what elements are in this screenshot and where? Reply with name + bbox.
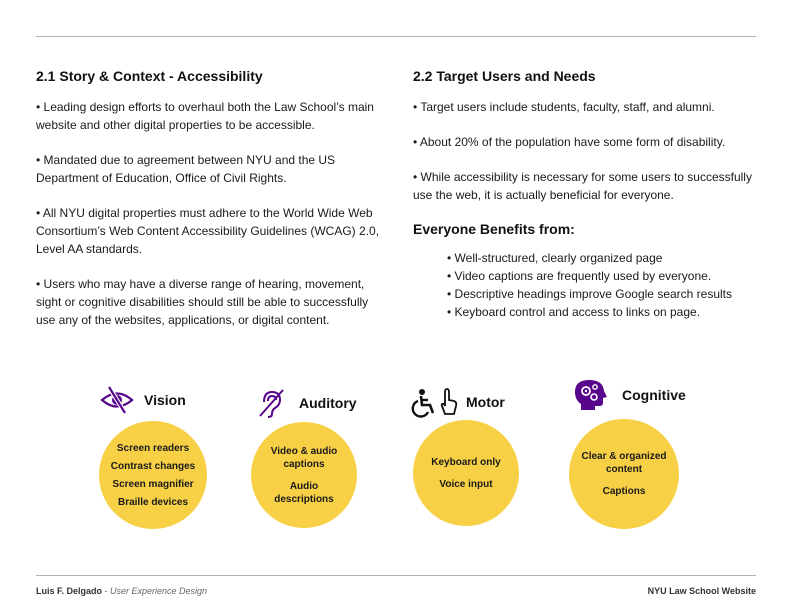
auditory-title: Auditory: [299, 395, 357, 411]
cognitive-title: Cognitive: [622, 387, 686, 403]
vision-item: Braille devices: [117, 496, 189, 508]
vision-item: Contrast changes: [110, 460, 196, 472]
cognitive-circle: [569, 419, 679, 529]
motor-circle: [413, 420, 519, 526]
top-divider: [36, 36, 756, 37]
benefit-item: • Video captions are frequently used by everyone.: [447, 267, 763, 285]
benefit-item: • Descriptive headings improve Google search results: [447, 285, 763, 303]
users-paragraph-1: • Target users include students, faculty, staff, and alumni.: [413, 100, 715, 114]
motor-item: Keyboard only: [431, 456, 501, 468]
vision-item: Screen readers: [116, 442, 190, 454]
vision-header: [100, 383, 186, 417]
eye-slash-icon: [100, 384, 134, 416]
story-context-heading: 2.1 Story & Context - Accessibility: [36, 68, 263, 84]
benefit-item: • Well-structured, clearly organized page: [447, 249, 763, 267]
footer-credit: [36, 586, 207, 596]
ear-slash-icon: [255, 387, 287, 419]
footer-separator: -: [102, 586, 111, 596]
story-context-section: [36, 68, 386, 346]
motor-item: Voice input: [439, 478, 493, 490]
head-gears-icon: [573, 378, 609, 412]
target-users-section: [413, 68, 763, 321]
users-paragraph-3: • While accessibility is necessary for some users to successfully use the web, it is actually beneficial for everyone.: [413, 170, 752, 202]
footer-role: User Experience Design: [110, 586, 208, 596]
cognitive-item: Clear & organized content: [581, 451, 667, 475]
users-paragraph-2: • About 20% of the population have some form of disability.: [413, 135, 726, 149]
motor-header: [411, 385, 505, 419]
target-users-heading: 2.2 Target Users and Needs: [413, 68, 596, 84]
vision-title: Vision: [144, 392, 186, 408]
auditory-header: [255, 386, 357, 420]
story-paragraph-4: • Users who may have a diverse range of hearing, movement, sight or cognitive disabilities should still be able to successfully use any of the websites, applications, or digital content.: [36, 277, 369, 327]
vision-circle: [99, 421, 207, 529]
cognitive-item: Captions: [602, 486, 646, 497]
cognitive-header: [573, 378, 686, 412]
footer-project: NYU Law School Website: [647, 586, 756, 596]
auditory-circle: [251, 422, 357, 528]
wheelchair-icon: [411, 386, 437, 418]
story-paragraph-2: • Mandated due to agreement between NYU and the US Department of Education, Office of Civil Rights.: [36, 153, 336, 185]
motor-title: Motor: [466, 394, 505, 410]
benefits-list: [413, 249, 763, 321]
auditory-item: Audio descriptions: [274, 480, 334, 505]
footer-author: Luis F. Delgado: [36, 586, 103, 596]
auditory-item: Video & audio captions: [270, 445, 338, 470]
story-paragraph-1: • Leading design efforts to overhaul both the Law School’s main website and other digital properties to be accessible.: [36, 100, 374, 132]
vision-item: Screen magnifier: [112, 478, 194, 490]
pointer-hand-icon: [437, 386, 459, 418]
benefits-heading: Everyone Benefits from:: [413, 221, 575, 237]
bottom-divider: [36, 575, 756, 576]
benefit-item: • Keyboard control and access to links on page.: [447, 303, 763, 321]
story-paragraph-3: • All NYU digital properties must adhere to the World Wide Web Consortium’s Web Content Accessibility Guidelines (WCAG) 2.0, Level AA standards.: [36, 206, 380, 256]
